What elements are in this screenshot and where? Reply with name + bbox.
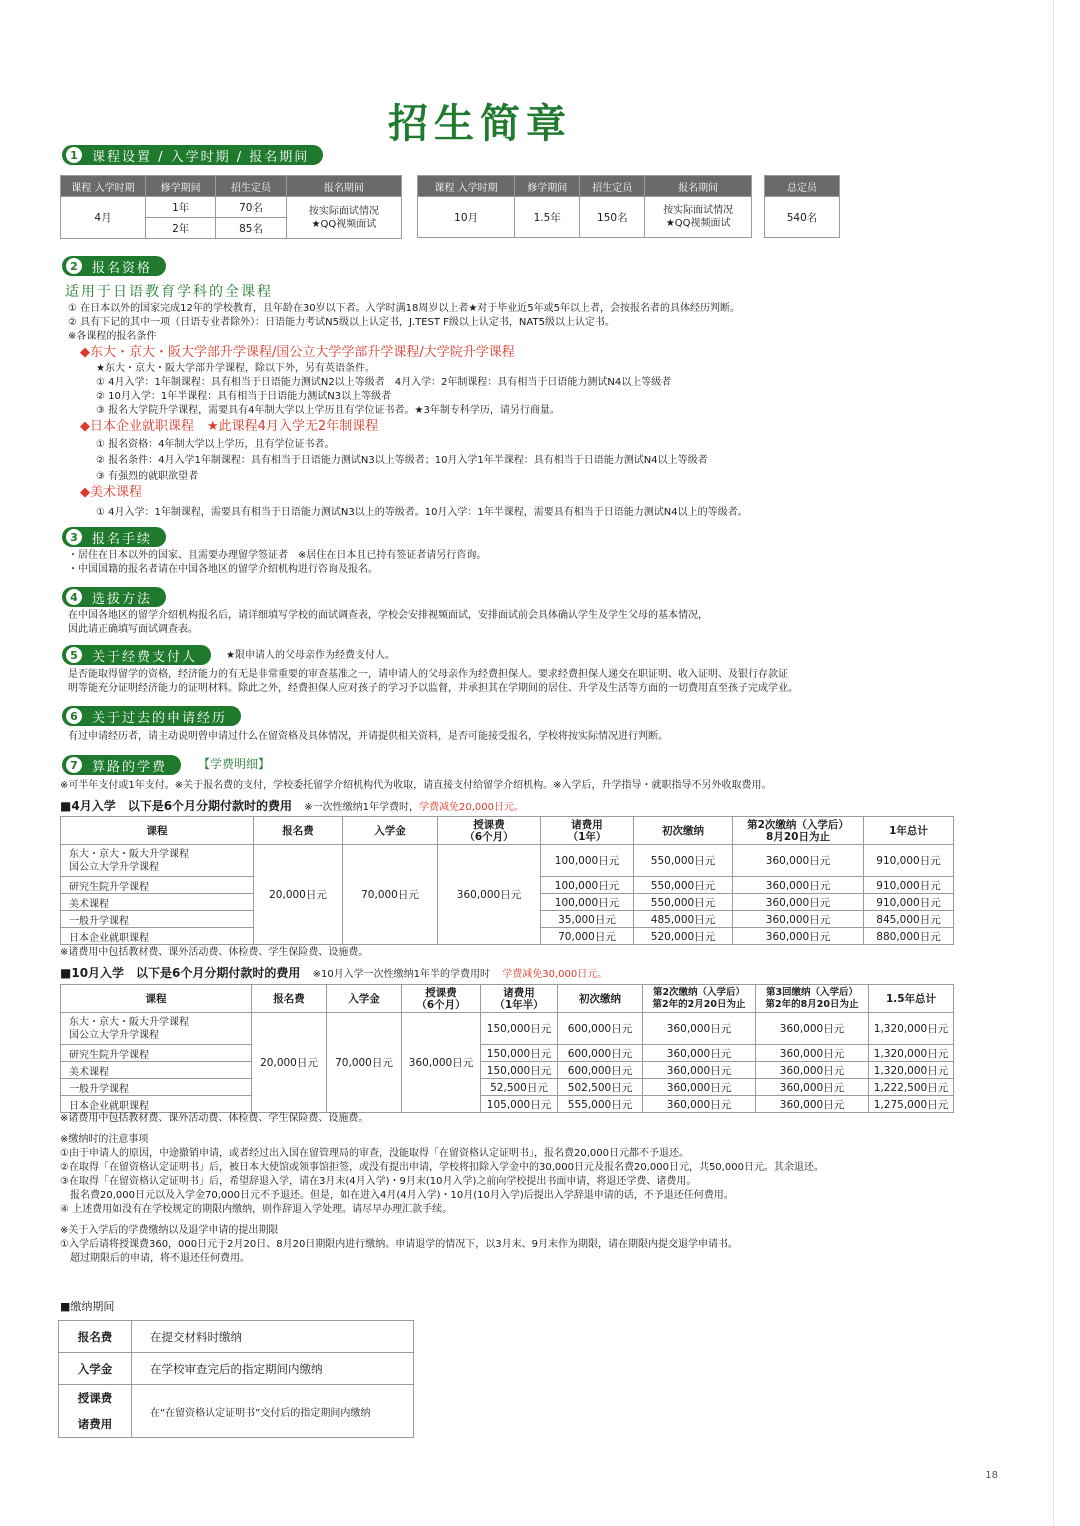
diamond-icon: ◆ [80, 345, 90, 360]
after-entry-title: ※关于入学后的学费缴纳以及退学申请的提出期限 [60, 1225, 279, 1236]
capacity-cell: 70名 [216, 197, 286, 218]
table-row [59, 1321, 414, 1353]
table-row [61, 1013, 954, 1045]
col-header: 招生定员 [216, 176, 286, 197]
page-title: 招生简章 [388, 100, 572, 147]
second-cell: 360,000日元 [733, 845, 864, 877]
april-fee-discount: 学费减免20,000日元。 [418, 802, 524, 813]
after-entry-line: 超过期限后的申请，将不退还任何费用。 [60, 1253, 250, 1264]
col-header: 课程 [61, 817, 254, 845]
course-cell: 美术课程 [61, 1062, 252, 1079]
group3-line: ① 4月入学：1年制课程，需要具有相当于日语能力测试N3以上的等级者。10月入学：1年半课程，需要具有相当于日语能力测试N4以上的等级者。 [96, 507, 748, 518]
period-key: 入学金 [59, 1353, 132, 1385]
april-fee-footnote: ※诸费用中包括教材费、课外活动费、体检费、学生保险费、设施费。 [60, 947, 369, 958]
history-line: 有过申请经历者，请主动说明曾申请过什么在留资格及具体情况，并请提供相关资料，是否可能接受报名，学校将按实际情况进行判断。 [68, 731, 668, 742]
col-header: 入学金 [343, 817, 438, 845]
total-cell: 910,000日元 [864, 877, 954, 894]
payment-note-line: ④ 上述费用如没有在学校规定的期限内缴纳，则作辞退入学处理。请尽早办理汇款手续。 [60, 1204, 453, 1215]
section-6-header [62, 706, 241, 726]
period-cell: 1.5年 [515, 197, 580, 238]
payment-note-line: 报名费20,000日元以及入学金70,000日元不予退还。但是，如在进入4月(4月入学)・10月(10月入学)后提出入学辞退申请的话，不予退还任何费用。 [60, 1190, 734, 1201]
fee-intro: ※可半年支付或1年支付。※关于报名费的支付，学校委托留学介绍机构代为收取，请直接支付给留学介绍机构。※入学后，升学指导・就职指导不另外收取费用。 [60, 780, 772, 791]
section-1-header [62, 145, 323, 165]
second-cell: 360,000日元 [643, 1013, 756, 1045]
third-cell: 360,000日元 [756, 1096, 869, 1113]
term-cell: 10月 [418, 197, 515, 238]
april-fee-label [60, 797, 524, 814]
capacity-cell: 85名 [216, 218, 286, 239]
col-header: 1.5年总计 [869, 985, 954, 1013]
sponsor-note: ★限申请人的父母亲作为经费支付人。 [226, 650, 395, 661]
capacity-cell: 150名 [580, 197, 645, 238]
group3-title [80, 486, 142, 500]
sponsor-line: 明等能充分证明经济能力的证明材料。除此之外，经费担保人应对孩子的学习予以监督，并承担其在学期间的居住、升学及生活等方面的一切费用直至孩子完成学业。 [68, 683, 798, 694]
first-cell: 600,000日元 [558, 1013, 643, 1045]
total-cell: 1,320,000日元 [869, 1062, 954, 1079]
second-cell: 360,000日元 [643, 1045, 756, 1062]
misc-cell: 150,000日元 [481, 1013, 558, 1045]
col-header: 授课费 （6个月） [438, 817, 541, 845]
section-number: 3 [66, 529, 82, 545]
table-row [59, 1353, 414, 1385]
table-row [61, 1062, 954, 1079]
total-cell: 1,222,500日元 [869, 1079, 954, 1096]
table-row [61, 1096, 954, 1113]
misc-cell: 52,500日元 [481, 1079, 558, 1096]
selection-line: 在中国各地区的留学介绍机构报名后，请详细填写学校的面试调查表，学校会安排视频面试，安排面试前会具体确认学生及学生父母的基本情况， [68, 610, 708, 621]
course-cell: 日本企业就职课程 [61, 1096, 252, 1113]
group2-line: ③ 有强烈的就职欲望者 [96, 471, 199, 482]
first-cell: 520,000日元 [634, 928, 733, 945]
second-cell: 360,000日元 [643, 1079, 756, 1096]
col-header: 初次缴纳 [558, 985, 643, 1013]
col-header: 修学期间 [515, 176, 580, 197]
october-fee-label-text: ■10月入学 以下是6个月分期付款时的费用 [60, 966, 301, 980]
october-fee-label [60, 964, 607, 981]
procedure-line: ・中国国籍的报名者请在中国各地区的留学介绍机构进行咨询及报名。 [68, 564, 378, 575]
table-row [61, 1079, 954, 1096]
total-cell: 910,000日元 [864, 894, 954, 911]
col-header: 初次缴纳 [634, 817, 733, 845]
total-cell: 1,275,000日元 [869, 1096, 954, 1113]
first-cell: 600,000日元 [558, 1045, 643, 1062]
col-header: 课程 [61, 985, 252, 1013]
after-entry-line: ①入学后请将授课费360，000日元于2月20日、8月20日期限内进行缴纳。申请退学的情况下，以3月末、9月末作为期限，请在期限内提交退学申请书。 [60, 1239, 739, 1250]
first-cell: 502,500日元 [558, 1079, 643, 1096]
section-label: 报名资格 [92, 260, 153, 276]
second-cell: 360,000日元 [733, 894, 864, 911]
apply-text: 按实际面试情况 [308, 205, 379, 217]
tuition-cell: 360,000日元 [402, 1013, 481, 1113]
misc-cell: 100,000日元 [541, 894, 634, 911]
total-cell: 910,000日元 [864, 845, 954, 877]
group2-title [80, 420, 378, 434]
col-header: 授课费 （6个月） [402, 985, 481, 1013]
section-label: 关于经费支付人 [92, 649, 198, 665]
october-fee-footnote: ※诸费用中包括教材费、课外活动费、体检费、学生保险费、设施费。 [60, 1113, 369, 1124]
misc-cell: 70,000日元 [541, 928, 634, 945]
group1-title-text: 东大・京大・阪大学部升学课程/国公立大学学部升学课程/大学院升学课程 [90, 345, 515, 360]
course-cell: 研究生院升学课程 [61, 1045, 252, 1062]
total-cell: 845,000日元 [864, 911, 954, 928]
col-header: 诸费用 （1年） [541, 817, 634, 845]
misc-cell: 105,000日元 [481, 1096, 558, 1113]
col-header: 招生定员 [580, 176, 645, 197]
eligibility-line: ① 在日本以外的国家完成12年的学校教育，且年龄在30岁以下者。入学时满18周岁以上者★对于毕业近5年或5年以上者，会按报名者的具体经历判断。 [68, 303, 741, 314]
section-2-header [62, 256, 166, 276]
tuition-cell: 360,000日元 [438, 845, 541, 945]
course-cell: 一般升学课程 [61, 911, 254, 928]
third-cell: 360,000日元 [756, 1062, 869, 1079]
misc-cell: 150,000日元 [481, 1045, 558, 1062]
section-5-header [62, 645, 211, 665]
apply-cell [645, 197, 752, 238]
page-number: 18 [985, 1470, 998, 1481]
group1-line: ★东大・京大・阪大学部升学课程，除以下外，另有英语条件。 [96, 363, 375, 374]
apply-text: 按实际面试情况 [663, 205, 734, 216]
group3-title-text: 美术课程 [90, 485, 143, 500]
selection-line: 因此请正确填写面试调查表。 [68, 624, 198, 635]
group1-line: ① 4月入学：1年制课程：具有相当于日语能力测试N2以上等级者 4月入学：2年制课程：具有相当于日语能力测试N4以上等级者 [96, 377, 672, 388]
course-cell: 美术课程 [61, 894, 254, 911]
payment-note-line: ①由于申请人的原因，中途撤销申请，或者经过出入国在留管理局的审查，没能取得「在留资格认定证明书」，报名费20,000日元都不予退还。 [60, 1148, 689, 1159]
apply-text-2: ★QQ视频面试 [311, 218, 377, 230]
misc-cell: 100,000日元 [541, 845, 634, 877]
col-header: 报名期间 [645, 176, 752, 197]
april-fee-table [60, 816, 954, 945]
section-4-header [62, 587, 166, 607]
period-key: 诸费用 [59, 1411, 132, 1438]
section-label: 课程设置 / 入学时期 / 报名期间 [92, 149, 310, 165]
total-capacity-table [764, 175, 840, 238]
first-cell: 550,000日元 [634, 877, 733, 894]
procedure-line: ・居住在日本以外的国家、且需要办理留学签证者 ※居住在日本且已持有签证者请另行咨询。 [68, 550, 487, 561]
col-header: 诸费用 （1年半） [481, 985, 558, 1013]
group1-line: ② 10月入学：1年半课程：具有相当于日语能力测试N3以上等级者 [96, 391, 392, 402]
second-cell: 360,000日元 [733, 911, 864, 928]
payment-note-line: ②在取得「在留资格认定证明书」后，被日本大使馆或领事馆拒签，或没有提出申请，学校将扣除入学金中的30,000日元及报名费20,000日元，共50,000日元。其余退还。 [60, 1162, 824, 1173]
total-capacity-value: 540名 [765, 197, 840, 238]
payment-notes-title: ※缴纳时的注意事项 [60, 1134, 149, 1145]
total-cell: 880,000日元 [864, 928, 954, 945]
period-cell: 1年 [146, 197, 216, 218]
col-header: 修学期间 [146, 176, 216, 197]
eligibility-line: ※各课程的报名条件 [68, 331, 157, 342]
section-number: 6 [66, 708, 82, 724]
period-cell: 2年 [146, 218, 216, 239]
group2-title-text: 日本企业就职课程 ★此课程4月入学无2年制课程 [90, 419, 379, 434]
course-cell: 一般升学课程 [61, 1079, 252, 1096]
group2-line: ① 报名资格：4年制大学以上学历，且有学位证书者。 [96, 439, 335, 450]
misc-cell: 150,000日元 [481, 1062, 558, 1079]
first-cell: 550,000日元 [634, 894, 733, 911]
table-row [59, 1385, 414, 1412]
apply-cell [286, 197, 401, 239]
diamond-icon: ◆ [80, 419, 90, 434]
col-header: 第2次缴纳（入学后） 第2年的2月20日为止 [643, 985, 756, 1013]
misc-cell: 100,000日元 [541, 877, 634, 894]
period-key: 报名费 [59, 1321, 132, 1353]
col-header: 第2次缴纳（入学后） 8月20日为止 [733, 817, 864, 845]
col-header: 报名费 [254, 817, 343, 845]
section-label: 选拔方法 [92, 591, 153, 607]
entry-fee-cell: 70,000日元 [327, 1013, 402, 1113]
col-header: 1年总计 [864, 817, 954, 845]
total-cell: 1,320,000日元 [869, 1013, 954, 1045]
second-cell: 360,000日元 [643, 1062, 756, 1079]
payment-note-line: ③在取得「在留资格认定证明书」后，希望辞退入学，请在3月末(4月入学)・9月末(10月入学)之前向学校提出书面申请，将退还学费、诸费用。 [60, 1176, 697, 1187]
eligibility-subtitle: 适用于日语教育学科的全课程 [65, 284, 273, 300]
section-3-header [62, 527, 166, 547]
col-header: 入学金 [327, 985, 402, 1013]
payment-period-label: ■缴纳期间 [60, 1300, 115, 1313]
section-label: 关于过去的申请经历 [92, 710, 228, 726]
first-cell: 550,000日元 [634, 845, 733, 877]
section-label: 算路的学费 [92, 759, 168, 775]
section-number: 1 [66, 147, 82, 163]
app-fee-cell: 20,000日元 [252, 1013, 327, 1113]
october-fee-note: ※10月入学一次性缴纳1年半的学费用时 [312, 969, 491, 980]
section-number: 7 [66, 757, 82, 773]
fee-detail-tag: 【学费明细】 [198, 757, 271, 771]
period-value: 在提交材料时缴纳 [132, 1321, 414, 1353]
page-edge [1053, 0, 1054, 1526]
col-header: 报名期间 [286, 176, 401, 197]
section-number: 4 [66, 589, 82, 605]
first-cell: 600,000日元 [558, 1062, 643, 1079]
section-7-header [62, 755, 181, 775]
section-number: 5 [66, 647, 82, 663]
col-header: 课程 入学时期 [61, 176, 146, 197]
april-fee-label-text: ■4月入学 以下是6个月分期付款时的费用 [60, 799, 293, 813]
third-cell: 360,000日元 [756, 1079, 869, 1096]
third-cell: 360,000日元 [756, 1045, 869, 1062]
course-cell: 日本企业就职课程 [61, 928, 254, 945]
first-cell: 485,000日元 [634, 911, 733, 928]
group1-title [80, 346, 515, 360]
col-header: 总定员 [765, 176, 840, 197]
misc-cell: 35,000日元 [541, 911, 634, 928]
section-label: 报名手续 [92, 531, 153, 547]
group1-line: ③ 报名大学院升学课程，需要具有4年制大学以上学历且有学位证书者。★3年制专科学历，请另行商量。 [96, 405, 560, 416]
payment-period-table [58, 1320, 414, 1438]
october-course-table [417, 175, 752, 238]
period-key: 授课费 [59, 1385, 132, 1412]
apply-text-2: ★QQ视频面试 [665, 218, 731, 229]
course-cell: 东大・京大・阪大升学课程 国公立大学升学课程 [61, 1013, 252, 1045]
table-row [61, 1045, 954, 1062]
period-value: 在“在留资格认定证明书”交付后的指定期间内缴纳 [132, 1385, 414, 1438]
april-fee-note: ※一次性缴纳1年学费时， [304, 802, 419, 813]
second-cell: 360,000日元 [733, 877, 864, 894]
october-fee-table [60, 984, 954, 1113]
table-row [61, 845, 954, 877]
period-value: 在学校审查完后的指定期间内缴纳 [132, 1353, 414, 1385]
course-cell: 东大・京大・阪大升学课程 国公立大学升学课程 [61, 845, 254, 877]
group2-line: ② 报名条件：4月入学1年制课程：具有相当于日语能力测试N3以上等级者；10月入学1年半课程：具有相当于日语能力测试N4以上等级者 [96, 455, 708, 466]
entry-fee-cell: 70,000日元 [343, 845, 438, 945]
second-cell: 360,000日元 [733, 928, 864, 945]
col-header: 课程 入学时期 [418, 176, 515, 197]
october-fee-discount: 学费减免30,000日元。 [502, 969, 608, 980]
sponsor-line: 是否能取得留学的资格，经济能力的有无是非常重要的审查基准之一，请申请人的父母亲作为经费担保人。要求经费担保人递交在职证明、收入证明、及银行存款证 [68, 669, 788, 680]
total-cell: 1,320,000日元 [869, 1045, 954, 1062]
col-header: 第3回缴纳（入学后） 第2年的8月20日为止 [756, 985, 869, 1013]
term-cell: 4月 [61, 197, 146, 239]
third-cell: 360,000日元 [756, 1013, 869, 1045]
app-fee-cell: 20,000日元 [254, 845, 343, 945]
april-course-table [60, 175, 402, 239]
second-cell: 360,000日元 [643, 1096, 756, 1113]
eligibility-line: ② 具有下记的其中一项（日语专业者除外）：日语能力考试N5级以上认定书，J.TEST F级以上认定书，NAT5级以上认定书。 [68, 317, 615, 328]
course-cell: 研究生院升学课程 [61, 877, 254, 894]
diamond-icon: ◆ [80, 485, 90, 500]
section-number: 2 [66, 258, 82, 274]
first-cell: 555,000日元 [558, 1096, 643, 1113]
col-header: 报名费 [252, 985, 327, 1013]
